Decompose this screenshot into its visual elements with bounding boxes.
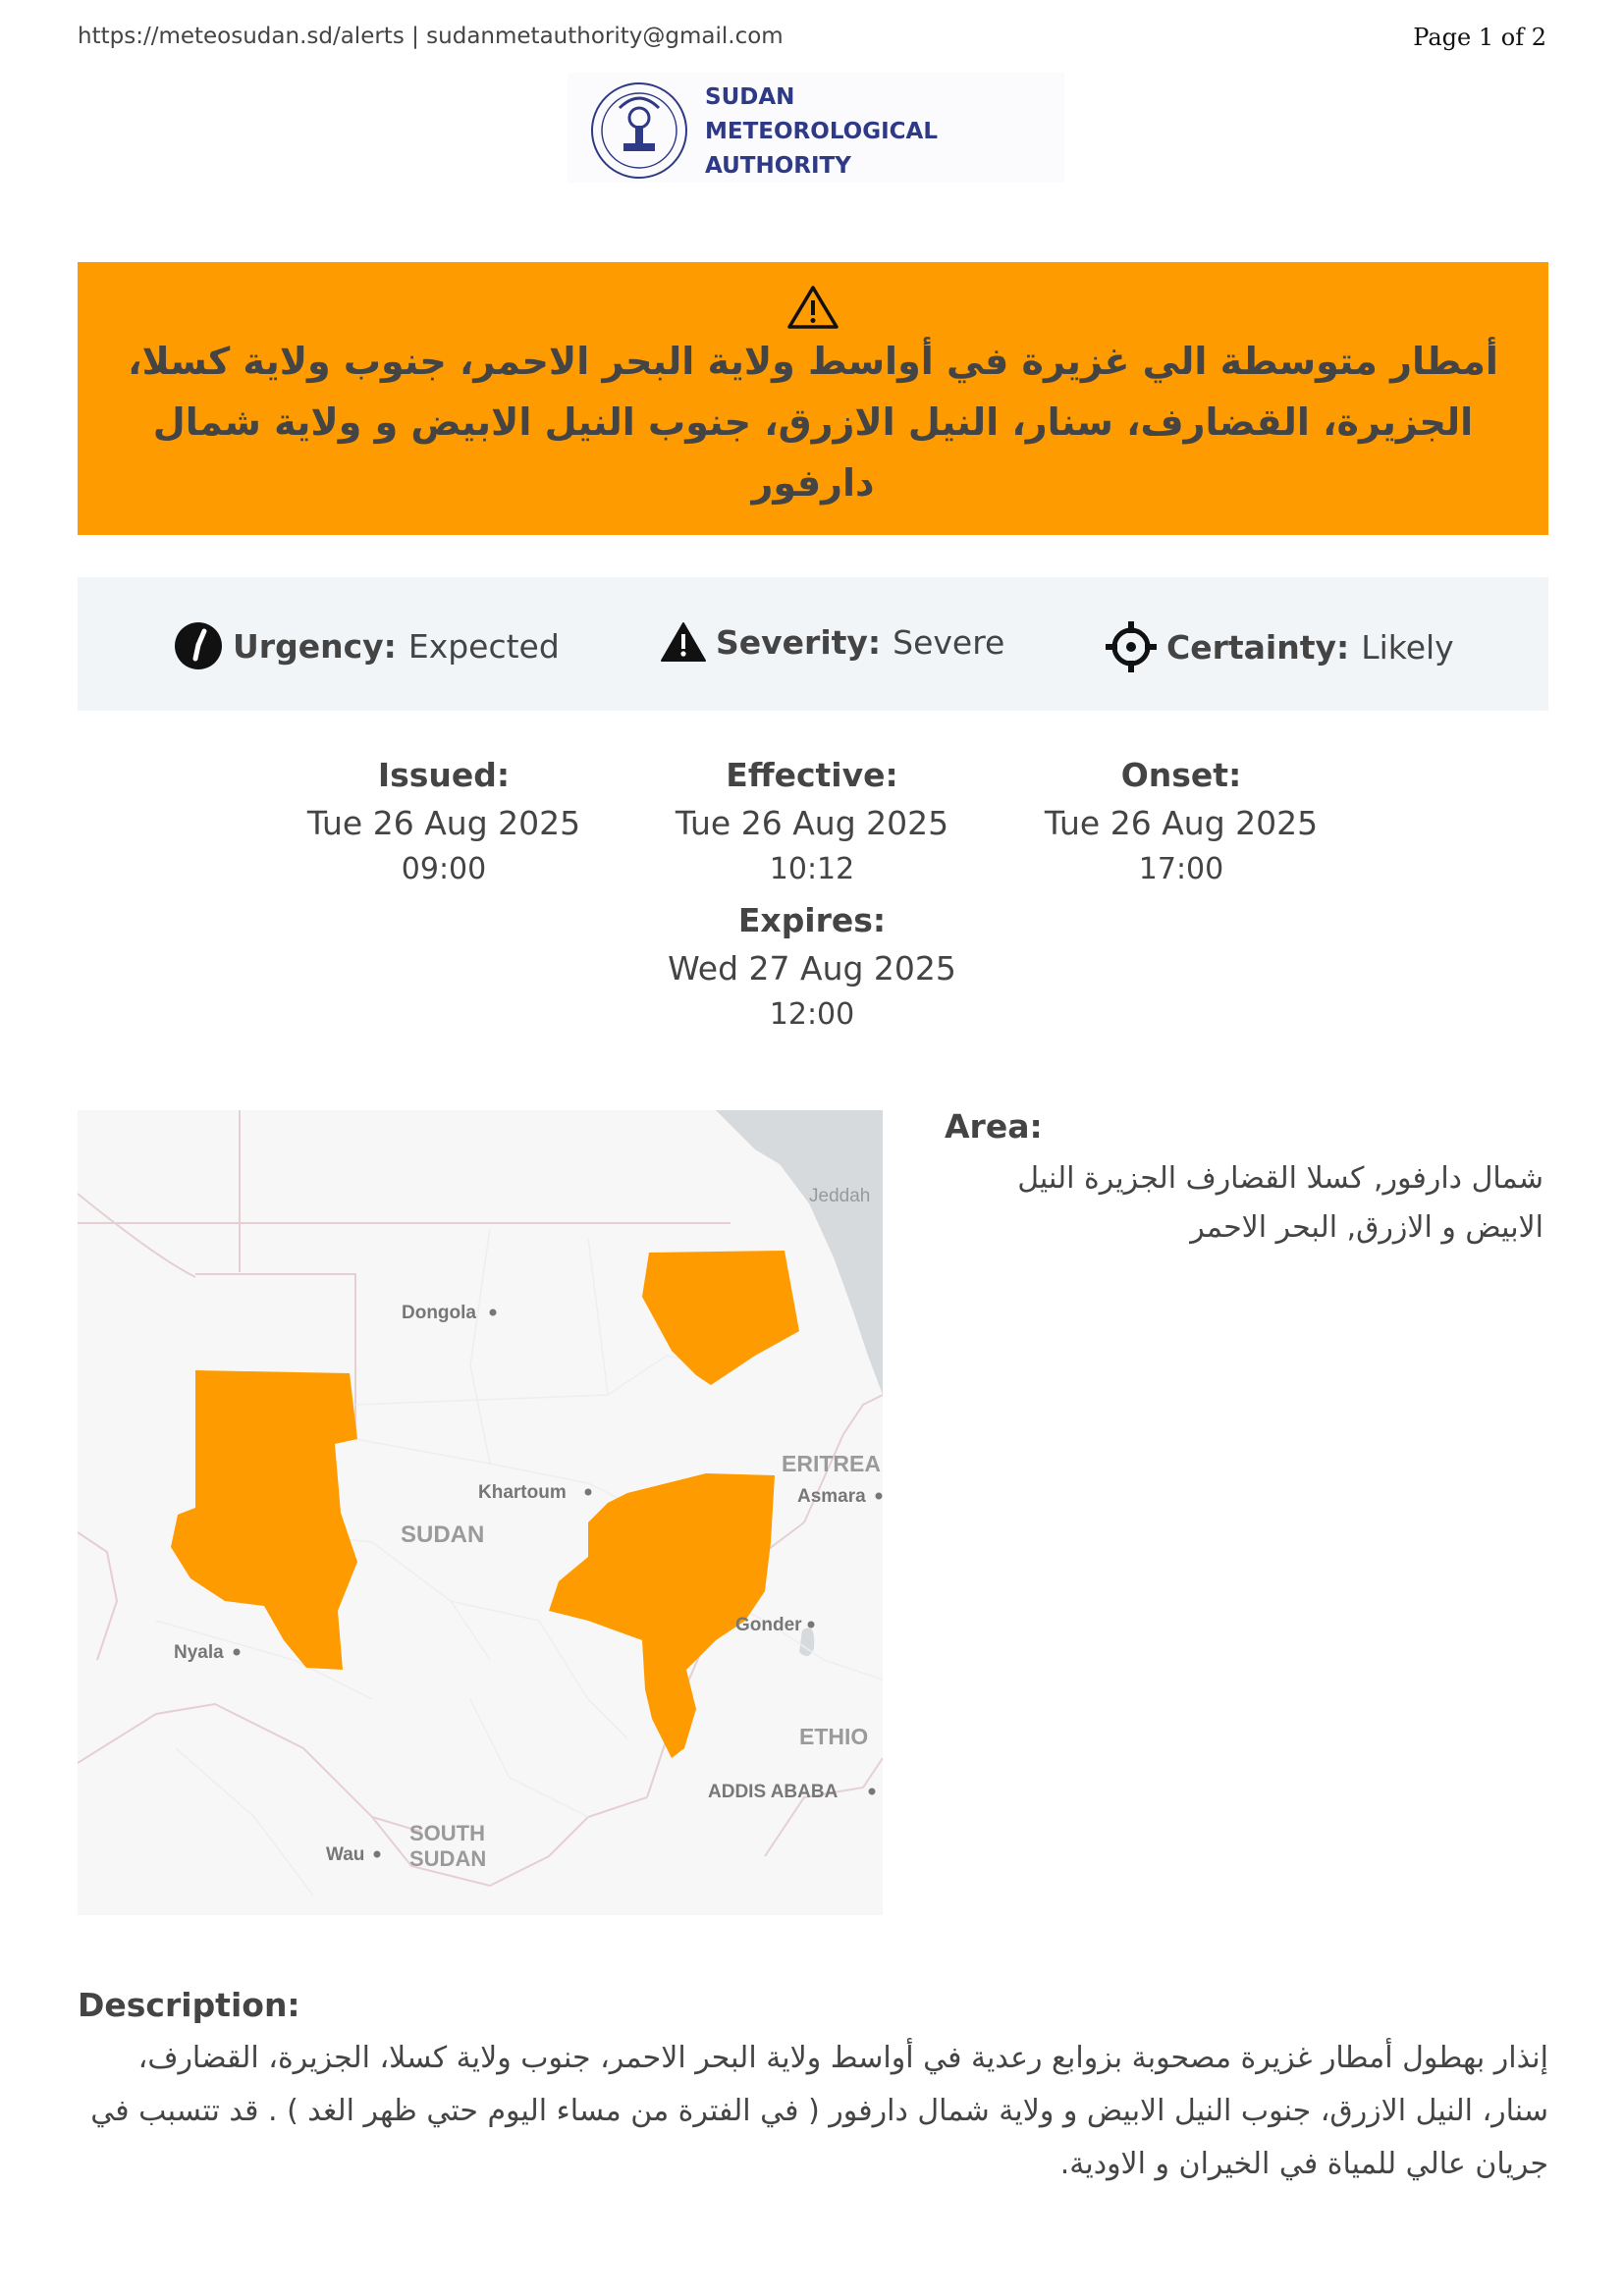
description-label: Description:: [78, 1986, 300, 2024]
issued-block: [282, 751, 606, 892]
wau-dot: [374, 1851, 381, 1858]
onset-date: Tue 26 Aug 2025: [1044, 804, 1319, 842]
map-label-gonder: Gonder: [735, 1615, 802, 1635]
warning-triangle-icon: [786, 284, 839, 331]
page-number: Page 1 of 2: [1413, 24, 1546, 51]
sma-logo: [568, 73, 1064, 183]
map-label-jeddah: Jeddah: [809, 1186, 871, 1206]
effective-date: Tue 26 Aug 2025: [675, 804, 949, 842]
logo-line-1: SUDAN: [705, 84, 795, 110]
map-label-south: SOUTH: [409, 1821, 485, 1845]
sma-emblem-icon: [587, 79, 691, 183]
urgency-value: Expected: [407, 626, 560, 666]
alert-title: أمطار متوسطة الي غزيرة في أواسط ولاية البحر الاحمر، جنوب ولاية كسلا، الجزيرة، القضارف، سنار، النيل الازرق، جنوب النيل الابيض و ولاية شمال دارفور: [128, 340, 1498, 505]
warning-icon: [661, 621, 706, 663]
map-label-nyala: Nyala: [174, 1642, 224, 1663]
dongola-dot: [490, 1309, 497, 1316]
severity-item: [661, 621, 1004, 663]
map-label-asmara: Asmara: [797, 1486, 866, 1507]
certainty-label: Certainty:: [1166, 627, 1350, 667]
addis-dot: [869, 1789, 876, 1795]
onset-time: 17:00: [1138, 852, 1224, 886]
certainty-value: Likely: [1361, 627, 1454, 667]
expires-date: Wed 27 Aug 2025: [668, 949, 956, 988]
onset-block: [1019, 751, 1343, 892]
onset-label: Onset:: [1120, 756, 1242, 794]
map-label-khartoum: Khartoum: [478, 1482, 567, 1503]
area-value: شمال دارفور, كسلا القضارف الجزيرة النيل الابيض و الازرق, البحر الاحمر: [1017, 1161, 1543, 1245]
map-label-wau: Wau: [326, 1844, 365, 1865]
area-label: Area:: [945, 1107, 1043, 1146]
effective-label: Effective:: [726, 756, 898, 794]
alert-banner: [78, 262, 1548, 535]
certainty-item: [1106, 621, 1454, 672]
expires-block: [650, 896, 974, 1038]
logo-line-3: AUTHORITY: [705, 153, 851, 179]
map-label-ethiopia: ETHIO: [799, 1724, 869, 1749]
asmara-dot: [876, 1493, 883, 1500]
gonder-dot: [808, 1622, 815, 1629]
effective-block: [650, 751, 974, 892]
urgency-label: Urgency:: [233, 626, 397, 666]
issued-label: Issued:: [377, 756, 511, 794]
map-label-dongola: Dongola: [402, 1303, 476, 1323]
nyala-dot: [234, 1649, 241, 1656]
header-url-line: https://meteosudan.sd/alerts | sudanmetauthority@gmail.com: [78, 24, 784, 49]
effective-time: 10:12: [769, 852, 855, 886]
severity-value: Severe: [893, 622, 1005, 662]
expires-label: Expires:: [737, 901, 887, 939]
expires-time: 12:00: [769, 997, 855, 1032]
logo-line-2: METEOROLOGICAL: [705, 119, 938, 144]
description-text: إنذار بهطول أمطار غزيرة مصحوبة بزوابع رعدية في أواسط ولاية البحر الاحمر، جنوب ولاية كسلا، الجزيرة، القضارف، سنار، النيل الازرق، جنوب النيل الابيض و ولاية شمال دارفور ( في الفترة من مساء اليوم حتي ظهر الغد ) . قد تتسبب في جريان عالي للمياة في الخيران و الاودية.: [90, 2041, 1548, 2181]
severity-label: Severity:: [716, 622, 882, 662]
issued-time: 09:00: [401, 852, 487, 886]
map-label-eritrea: ERITREA: [782, 1451, 881, 1476]
khartoum-dot: [585, 1489, 592, 1496]
clock-icon: [174, 621, 223, 670]
map-label-addis: ADDIS ABABA: [708, 1782, 839, 1802]
alert-meta-bar: [78, 577, 1548, 711]
map-label-sudan: SUDAN: [401, 1522, 485, 1548]
map-label-south-sudan: SUDAN: [409, 1846, 487, 1871]
urgency-item: [174, 621, 560, 670]
crosshair-icon: [1106, 621, 1157, 672]
alert-area-map[interactable]: [78, 1110, 883, 1915]
issued-date: Tue 26 Aug 2025: [306, 804, 581, 842]
